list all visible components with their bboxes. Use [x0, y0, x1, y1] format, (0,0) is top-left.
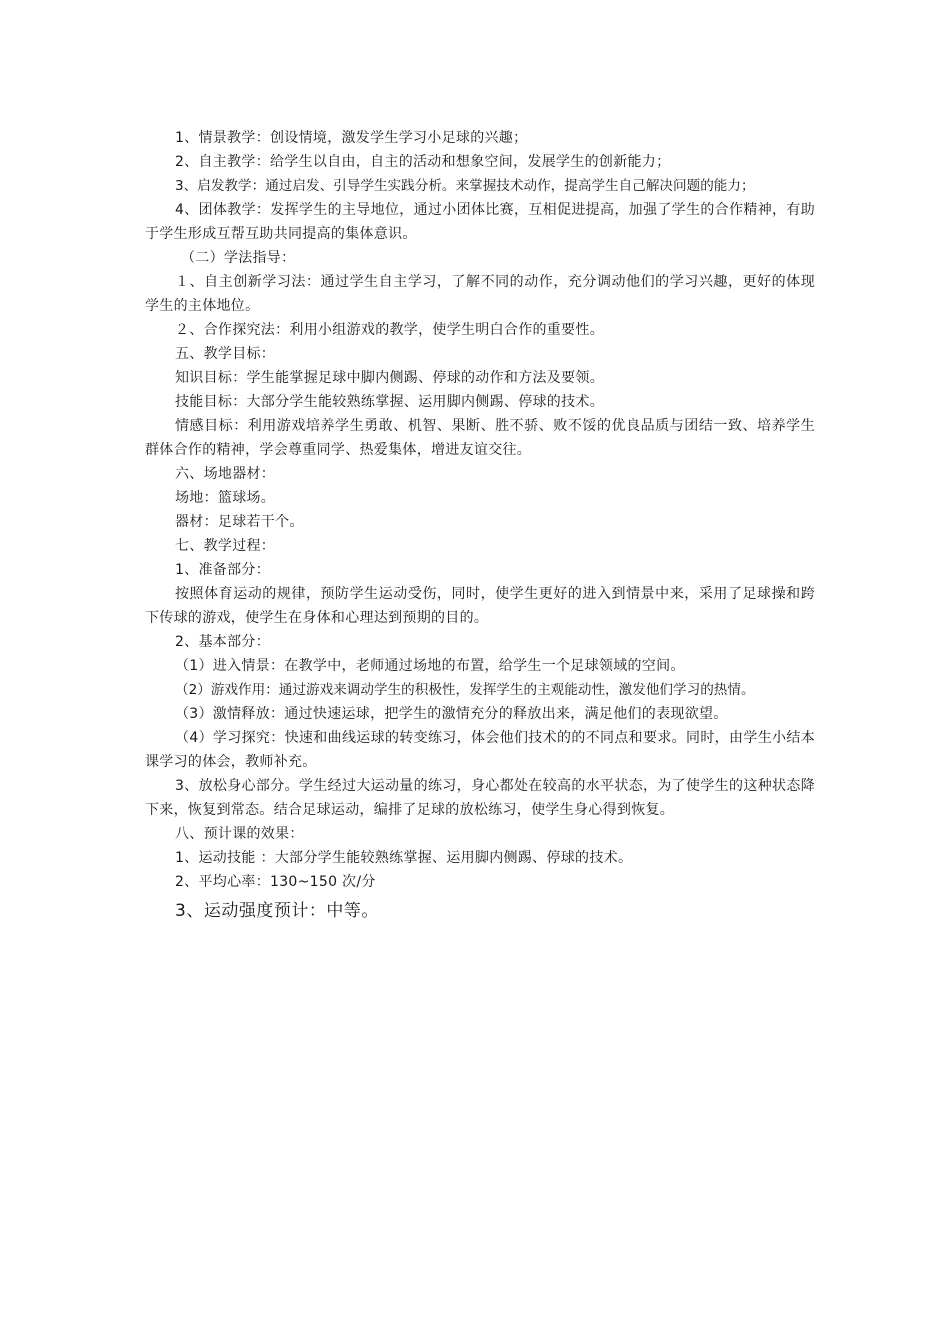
- section-heading: 六、场地器材：: [175, 466, 276, 482]
- section-heading: 五、教学目标：: [175, 346, 276, 362]
- paragraph: 4、团体教学：发挥学生的主导地位，通过小团体比赛，互相促进提高，加强了学生的合作精神，有助于学生形成互帮互助共同提高的集体意识。: [145, 202, 815, 242]
- section-heading: 八、预计课的效果：: [175, 826, 304, 842]
- paragraph: （1）进入情景：在教学中，老师通过场地的布置，给学生一个足球领域的空间。: [175, 658, 685, 674]
- paragraph: 按照体育运动的规律，预防学生运动受伤，同时，使学生更好的进入到情景中来，采用了足球操和跨下传球的游戏，使学生在身体和心理达到预期的目的。: [145, 586, 815, 626]
- section-heading: 七、教学过程：: [175, 538, 276, 554]
- paragraph: 场地：篮球场。: [175, 490, 276, 506]
- paragraph: 2、自主教学：给学生以自由，自主的活动和想象空间，发展学生的创新能力；: [175, 154, 671, 170]
- paragraph: 3、启发教学：通过启发、引导学生实践分析。来掌握技术动作，提高学生自己解决问题的能力；: [175, 178, 755, 194]
- paragraph: １、自主创新学习法：通过学生自主学习，了解不同的动作，充分调动他们的学习兴趣，更好的体现学生的主体地位。: [145, 274, 815, 314]
- paragraph: 3、放松身心部分。学生经过大运动量的练习，身心都处在较高的水平状态，为了使学生的这种状态降下来，恢复到常态。结合足球运动，编排了足球的放松练习，使学生身心得到恢复。: [145, 778, 815, 818]
- paragraph: （3）激情释放：通过快速运球，把学生的激情充分的释放出来，满足他们的表现欲望。: [175, 706, 728, 722]
- paragraph: 技能目标：大部分学生能较熟练掌握、运用脚内侧踢、停球的技术。: [175, 394, 604, 410]
- paragraph: 3、运动强度预计：中等。: [175, 901, 379, 921]
- paragraph: 2、平均心率：130~150 次/分: [175, 874, 376, 890]
- section-heading: （二）学法指导：: [181, 250, 296, 266]
- paragraph: （4）学习探究：快速和曲线运球的转变练习，体会他们技术的的不同点和要求。同时，由学生小结本课学习的体会，教师补充。: [145, 730, 815, 770]
- paragraph: 器材：足球若干个。: [175, 514, 304, 530]
- paragraph: ２、合作探究法：利用小组游戏的教学，使学生明白合作的重要性。: [175, 322, 604, 338]
- document-body: [145, 126, 815, 926]
- paragraph: 1、运动技能 ：大部分学生能较熟练掌握、运用脚内侧踢、停球的技术。: [175, 850, 633, 866]
- paragraph: （2）游戏作用：通过游戏来调动学生的积极性，发挥学生的主观能动性，激发他们学习的热情。: [175, 682, 755, 698]
- paragraph: 情感目标：利用游戏培养学生勇敢、机智、果断、胜不骄、败不馁的优良品质与团结一致、培养学生群体合作的精神，学会尊重同学、热爱集体，增进友谊交往。: [145, 418, 815, 458]
- subsection-heading: 2、基本部分：: [175, 634, 271, 650]
- subsection-heading: 1、准备部分：: [175, 562, 271, 578]
- paragraph: 1、情景教学：创设情境，激发学生学习小足球的兴趣；: [175, 130, 528, 146]
- paragraph: 知识目标：学生能掌握足球中脚内侧踢、停球的动作和方法及要领。: [175, 370, 604, 386]
